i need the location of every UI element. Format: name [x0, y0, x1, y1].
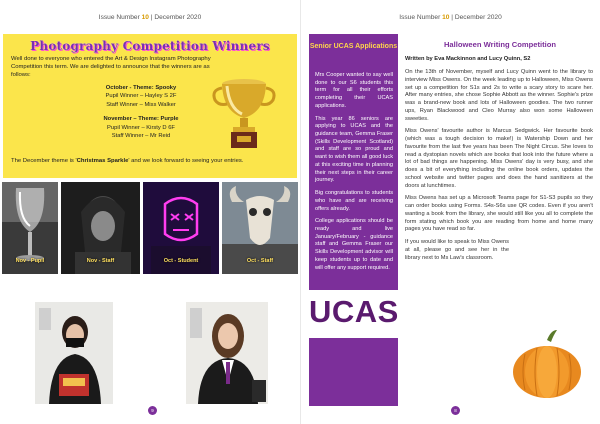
- halloween-body: [405, 69, 593, 267]
- halloween-paragraph: Miss Owens' favourite author is Marcus Sedgwick. Her favourite book (which was a tough decision to make!) is Watership Down and her favourite from the last five years has been The Night Circus. She loves to read a dystopian novels which are books that look into the future where a lot of bad things are happening. Miss Owens' day is very busy, and she does a bit of everything including the online book orders, updates the school website and twitter pages and does the hand sanitizers at the doors at lunchtimes.: [405, 128, 593, 189]
- halloween-title: Halloween Writing Competition: [443, 40, 557, 49]
- november-theme: November – Theme: Purple: [103, 116, 179, 123]
- halloween-paragraph: If you would like to speak to Miss Owens at all, please go and see her in the library next to Ms Law's classroom.: [405, 239, 509, 261]
- october-staff-winner: Staff Winner – Miss Walker: [106, 101, 176, 108]
- photography-competition-panel: [3, 34, 297, 178]
- gallery-caption: Nov - Staff: [86, 258, 115, 264]
- winners-list: [61, 84, 221, 140]
- student-with-book-photo: [35, 302, 113, 404]
- right-page: [300, 0, 600, 424]
- october-theme: October - Theme: Spooky: [105, 85, 177, 91]
- gallery-caption: Nov - Pupil: [15, 258, 45, 264]
- ucas-paragraph: Big congratulations to students who have and are receiving offers already.: [315, 190, 393, 212]
- ucas-paragraph: Mrs Cooper wanted to say well done to our S6 students this term for all their efforts completing their UCAS applications.: [315, 72, 393, 109]
- issue-header: Issue Number 10 | December 2020: [98, 14, 202, 21]
- ucas-paragraph: This year 86 seniors are applying to UCAS and the guidance team, Gemma Fraser (Skills Development Scotland) and staff are so proud and want to wish them all good luck at this exciting time in planning their next steps in their career journey.: [315, 115, 393, 184]
- halloween-byline: Written by Eva Mackinnon and Lucy Quinn, S2: [405, 56, 531, 62]
- photo-oct-staff: [222, 182, 298, 274]
- ucas-logo: UCAS: [309, 290, 398, 338]
- halloween-paragraph: On the 13th of November, myself and Lucy Quinn went to the library to interview Miss Owens. On the week leading up to Halloween, Miss Owens set up a competition for S1s and 2s to write a scary story to scare her. After many entries, she chose Sophie Abbott as the winner. Sophie's prize was a brand-new book and lots of Halloween goodies. The two runner ups, Ryan Blackwood and Cleo Murray also won some Halloween sweeties.: [405, 69, 593, 122]
- ucas-title: Senior UCAS Applications: [309, 43, 398, 50]
- page-number: 9: [148, 406, 157, 415]
- issue-header: Issue Number 10 | December 2020: [399, 14, 502, 21]
- photo-oct-student: [143, 182, 219, 274]
- photography-intro: Well done to everyone who entered the Art & Design Instagram Photography Competition this term. We are delighted to announce that the winners are as follows:: [11, 56, 211, 78]
- gallery-caption: Oct - Student: [163, 258, 199, 264]
- halloween-paragraph: Miss Owens has set up a Microsoft Teams page for S1-S3 pupils so they can order books using Forms. S4s-S6s use QR codes. Even if you aren't wanting a book from the library, she would still like you all to complete the form stating which book you are reading from home and home many pages you have read so far.: [405, 195, 593, 233]
- pumpkin-image: [507, 324, 587, 404]
- october-pupil-winner: Pupil Winner – Hayley S 2F: [105, 93, 177, 100]
- student-portrait-photo: [186, 302, 268, 404]
- ucas-column: [309, 34, 398, 406]
- ucas-body: [315, 72, 393, 277]
- photo-nov-pupil: [2, 182, 58, 274]
- december-theme-note: The December theme is 'Christmas Sparkle' and we look forward to seeing your entries.: [11, 158, 244, 164]
- november-staff-winner: Staff Winner – Mr Reid: [111, 132, 171, 139]
- trophy-image: [209, 72, 279, 152]
- photo-nov-staff: [61, 182, 140, 274]
- november-pupil-winner: Pupil Winner – Kirsty D 6F: [107, 124, 175, 131]
- page-number: 8: [451, 406, 460, 415]
- ucas-paragraph: College applications should be ready and live January/February - guidance staff and Gemma Fraser our Skills Development advisor will keep students up to date and will offer any support required.: [315, 218, 393, 271]
- gallery-caption: Oct - Staff: [246, 258, 274, 264]
- photography-competition-title: Photography Competition Winners: [30, 39, 270, 53]
